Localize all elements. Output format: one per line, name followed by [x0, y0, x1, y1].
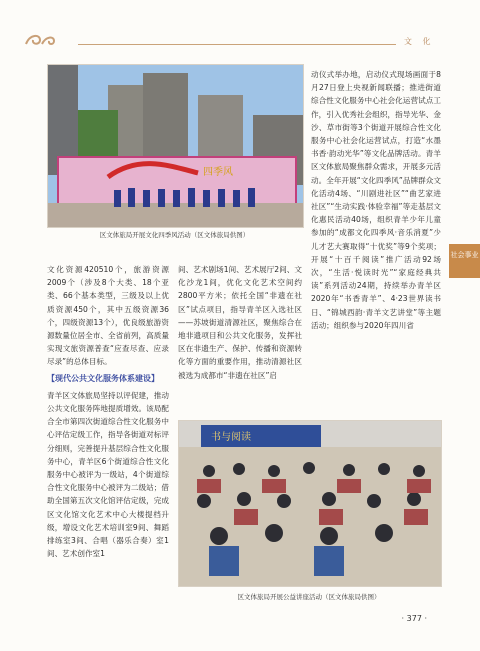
section-heading: 【现代公共文化服务体系建设】	[47, 373, 159, 383]
photo-culture-four-seasons	[47, 64, 304, 228]
banner-text: 四季风	[203, 167, 233, 178]
header-rule	[78, 44, 396, 45]
section-label: 文 化	[404, 37, 435, 46]
text-column-right-top: 动仪式举办地，启动仪式现场画面于8月27日登上央视新闻联播；推进街道综合性文化服务中心社会化运营试点工作，引入优秀社会组织，指导光华、金沙、草市街等3个街道开展综合性文化服务中心社会化运营试点，打造“水墨书香·韵动光华”等文化品牌活动。青羊区文体旅局聚焦群众需求，开展多元活动。全年开展“文化四季风”品牌群众文化活动4场、“川剧进社区”“曲艺家进社区”“生动实践·体验幸福”等走基层文化惠民活动40场，组织青羊少年儿童参加的“成都文化四季风·音乐消夏”少儿才艺大赛取得“十优奖”等9个奖项；开展“十百千阅读”推广活动92场次，“生活·悦读时光”“家庭经典共读”系列活动24期，持续举办青羊区2020年“书香青羊”、4·23世界读书日、“锦城西韵·青羊文艺讲堂”等主题活动；组织参与2020年四川省	[311, 70, 441, 330]
text-column-left-mid: 文化资源420510个，旅游资源2009个（涉及8个大类、18个亚类、66个基本类型，三级及以上优质资源450个，其中五级资源36个，四级资源13个），优良级旅游资源数量位居全市、全省前列，高质量实现文旅资源普查“应查尽查、应录尽录”的总体目标。 【现代公共文化服务体系建设】 青羊区文体旅局坚持以评促建，推动公共文化服务阵地提质增效。该局配合全市第四次街道综合性文化服务中心评估定级工作，指导各街道对标评分细则，完善提升基层综合性文化服务中心，青羊区6个街道综合性文化服务中心被评为一级站，4个街道综合性文化服务中心被评为二级站；借助全国第五次文化馆评估定级，完成区文化馆文化艺术中心大楼提档升级，增设文化艺术培训室9间、舞蹈排练室3间、合唱（器乐合奏）室1间、艺术创作室1	[47, 265, 169, 559]
text-column-center-mid: 间、艺术剧场1间、艺术展厅2间、文化沙龙1间，优化文化艺术空间约2800平方米；依托全国“非遗在社区”试点项目，指导青羊区入选社区——苏坡街道清源社区，聚焦综合在地非遗项目和公共文化服务，发挥社区在非遗生产、保护、传播和资源转化等方面的重要作用，推动清源社区被选为成都市“非遗在社区”启	[178, 265, 302, 380]
banner-text: 书与阅读	[211, 432, 251, 443]
side-tab-social-affairs: 社会事业	[449, 244, 480, 278]
decorative-swirl-icon	[22, 30, 68, 50]
photo-caption-top: 区文体旅局开展文化四季风活动（区文体旅局供图）	[99, 231, 250, 239]
page-number: · 377 ·	[401, 614, 427, 623]
photo-public-lecture	[178, 420, 442, 587]
photo-caption-bottom: 区文体旅局开展公益讲座活动（区文体旅局供图）	[237, 593, 381, 601]
